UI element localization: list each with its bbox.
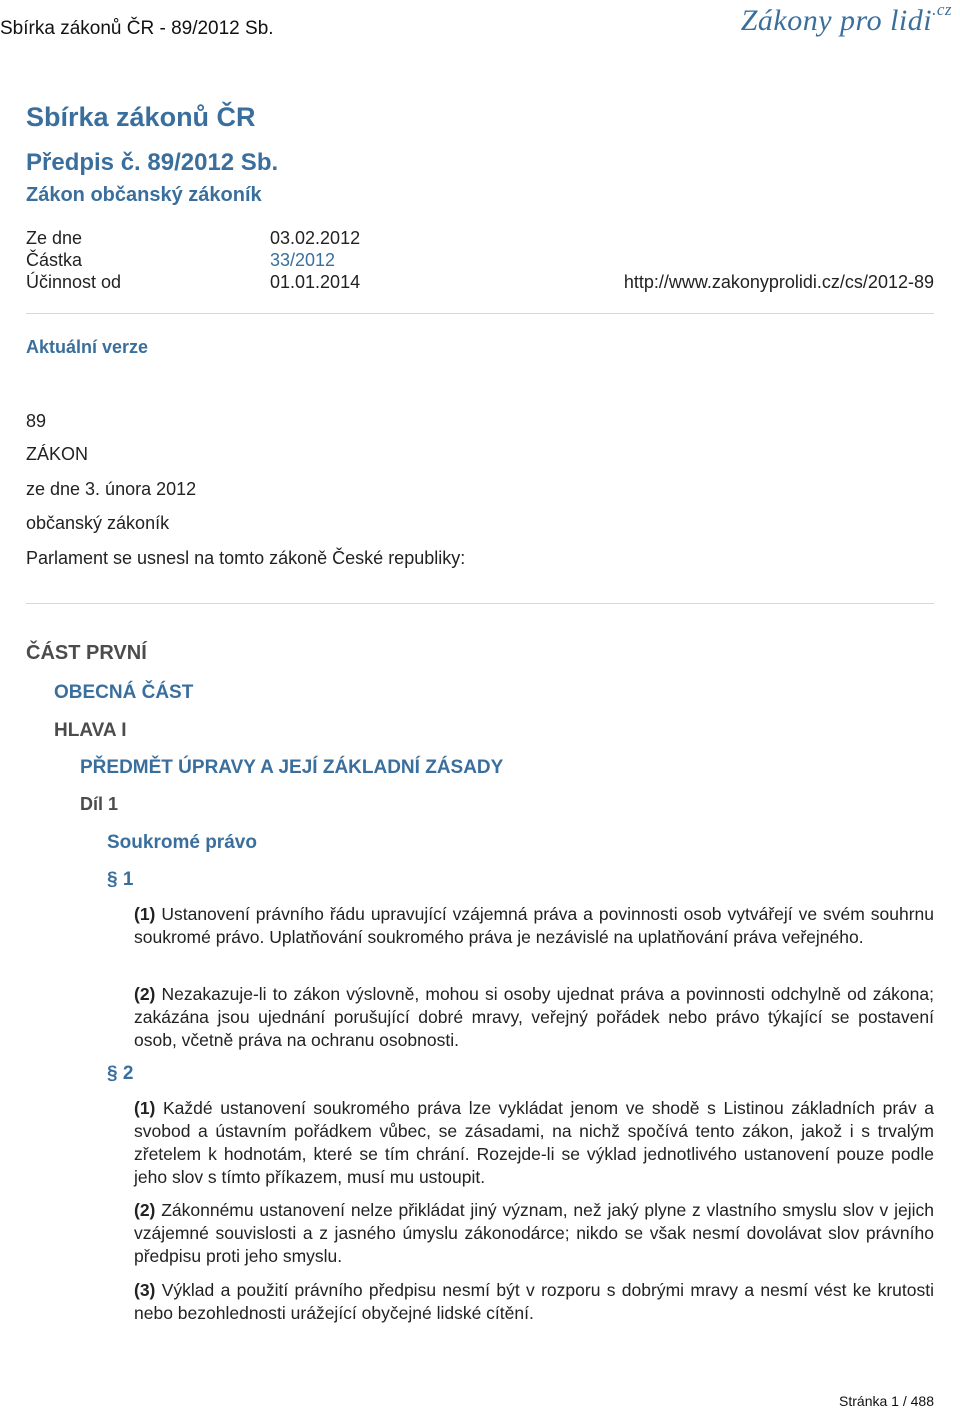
- paragraph-text: Ustanovení právního řádu upravující vzájemná práva a povinnosti osob vytvářejí ve svém souhrnu soukromé právo. Uplatňování soukromého práva je nezávislé na uplatňování práva veřejného.: [134, 904, 934, 947]
- law-date: ze dne 3. února 2012: [26, 479, 197, 499]
- logo-text: Zákony pro lidi: [740, 4, 933, 37]
- paragraph-number: (3): [134, 1280, 156, 1300]
- law-title: občanský zákoník: [26, 513, 170, 533]
- paragraph-text: Zákonnému ustanovení nelze přikládat jiný význam, než jaký plyne z vlastního smyslu slov v jejich vzájemné souvislosti a z jasného úmyslu zákonodárce; nikdo se však nesmí dovolávat slov právního předpisu proti jeho smyslu.: [134, 1200, 934, 1266]
- paragraph-number: (2): [134, 984, 156, 1004]
- regulation-title: Předpis č. 89/2012 Sb.: [26, 149, 279, 176]
- preamble: Parlament se usnesl na tomto zákoně České republiky:: [26, 548, 466, 568]
- law-type: ZÁKON: [26, 444, 89, 464]
- paragraph-text: Každé ustanovení soukromého práva lze vykládat jenom ve shodě s Listinou základních práv a svobod a ústavním pořádkem vůbec, se zásadami, na nichž spočívá tento zákon, jakož i s trvalým zřetelem k hodnotám, které se tím chrání. Rozejde-li se výklad jednotlivého ustanovení pouze podle jeho slov s tímto příkazem, musí mu ustoupit.: [134, 1098, 934, 1187]
- section-heading[interactable]: [107, 1063, 133, 1085]
- part-name: OBECNÁ ČÁST: [54, 682, 194, 703]
- paragraph: [134, 1279, 934, 1325]
- paragraph-number: (1): [134, 904, 156, 924]
- document-url[interactable]: http://www.zakonyprolidi.cz/cs/2012-89: [623, 272, 934, 292]
- head-name: PŘEDMĚT ÚPRAVY A JEJÍ ZÁKLADNÍ ZÁSADY: [80, 757, 504, 778]
- meta-label-effective: Účinnost od: [26, 272, 122, 292]
- head-title: HLAVA I: [54, 720, 127, 741]
- law-number: 89: [26, 411, 47, 431]
- divider: [26, 603, 934, 604]
- meta-label-part: Částka: [26, 250, 83, 270]
- section-heading[interactable]: [107, 869, 133, 891]
- paragraph-text: Nezakazuje-li to zákon výslovně, mohou si osoby ujednat práva a povinnosti odchylně od zákona; zakázána jsou ujednání porušující dobré mravy, veřejný pořádek nebo právo týkající se postavení osob, včetně práva na ochranu osobnosti.: [134, 984, 934, 1050]
- meta-value-effective: 01.01.2014: [270, 272, 361, 292]
- divider: [26, 313, 934, 314]
- page-number: Stránka 1 / 488: [839, 1393, 934, 1409]
- section-symbol: §: [107, 869, 118, 890]
- paragraph-text: Výklad a použití právního předpisu nesmí být v rozporu s dobrými mravy a nesmí vést ke krutosti nebo bezohlednosti urážející obyčejné lidské cítění.: [134, 1280, 934, 1323]
- division-name: Soukromé právo: [107, 832, 257, 853]
- version-label: Aktuální verze: [26, 337, 149, 357]
- section-number: 2: [122, 1063, 134, 1084]
- paragraph: [134, 903, 934, 949]
- collection-title: Sbírka zákonů ČR: [26, 102, 256, 132]
- paragraph-number: (1): [134, 1098, 156, 1118]
- site-logo[interactable]: [740, 0, 952, 38]
- meta-value-date: 03.02.2012: [270, 228, 361, 248]
- part-title: ČÁST PRVNÍ: [26, 642, 147, 664]
- section-symbol: §: [107, 1063, 118, 1084]
- paragraph-number: (2): [134, 1200, 156, 1220]
- section-number: 1: [122, 869, 134, 890]
- paragraph: [134, 1199, 934, 1268]
- paragraph: [134, 983, 934, 1052]
- meta-label-date: Ze dne: [26, 228, 83, 248]
- paragraph: [134, 1097, 934, 1189]
- law-name: Zákon občanský zákoník: [26, 184, 262, 206]
- window-title: Sbírka zákonů ČR - 89/2012 Sb.: [0, 18, 274, 39]
- logo-suffix: .cz: [932, 0, 952, 19]
- division-title: Díl 1: [80, 794, 119, 814]
- meta-value-part-link[interactable]: 33/2012: [270, 250, 336, 270]
